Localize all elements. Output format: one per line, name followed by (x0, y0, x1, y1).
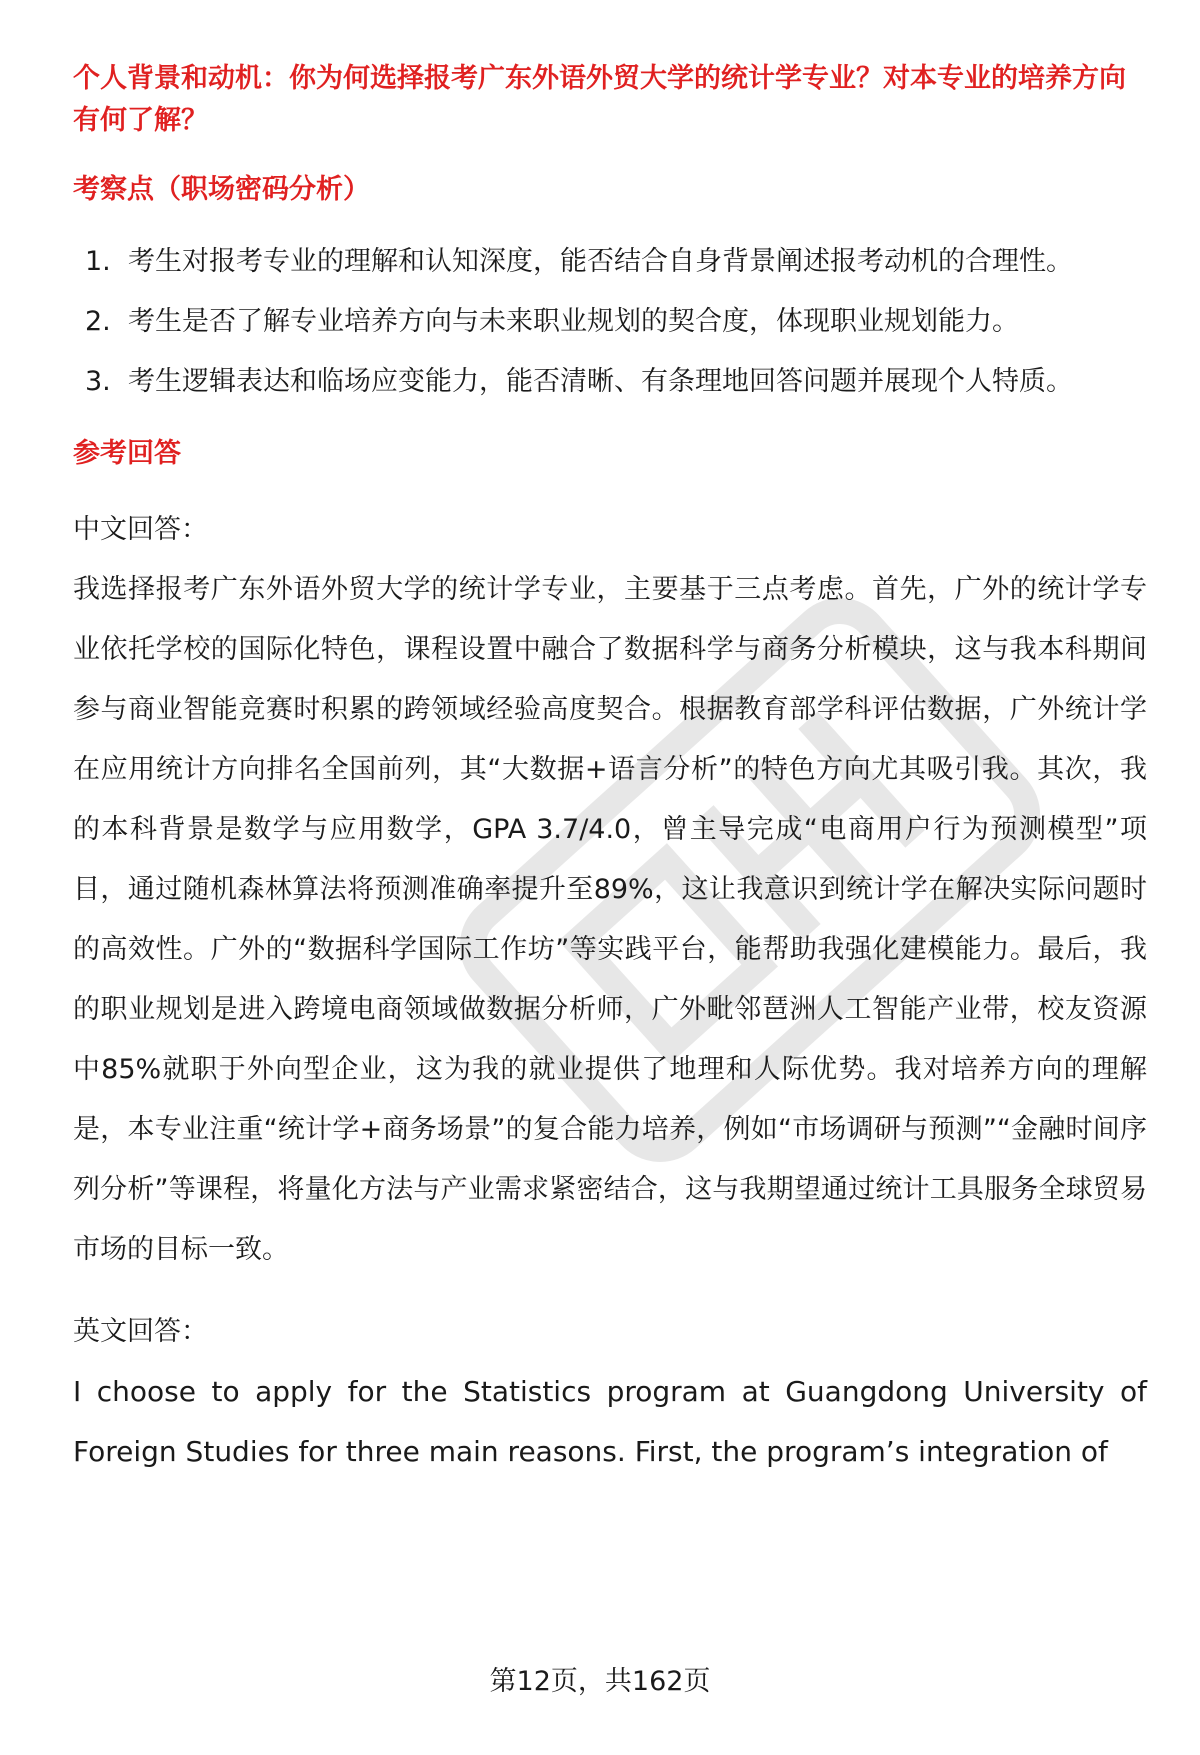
list-text: 考生逻辑表达和临场应变能力，能否清晰、有条理地回答问题并展现个人特质。 (128, 366, 1073, 397)
list-number: 2. (85, 306, 111, 337)
page-number-footer: 第12页，共162页 (489, 1666, 711, 1697)
list-item (73, 352, 1147, 412)
assessment-points-list (73, 232, 1147, 412)
answer-heading: 参考回答 (73, 438, 181, 469)
list-item (73, 232, 1147, 292)
english-answer-label: 英文回答： (73, 1316, 208, 1347)
list-text: 考生是否了解专业培养方向与未来职业规划的契合度，体现职业规划能力。 (128, 306, 1019, 337)
chinese-answer-label: 中文回答： (73, 514, 208, 545)
document-page (73, 58, 1147, 1482)
chinese-answer-text: 我选择报考广东外语外贸大学的统计学专业，主要基于三点考虑。首先，广外的统计学专业依托学校的国际化特色，课程设置中融合了数据科学与商务分析模块，这与我本科期间参与商业智能竞赛时积累的跨领域经验高度契合。根据教育部学科评估数据，广外统计学在应用统计方向排名全国前列，其“大数据+语言分析”的特色方向尤其吸引我。其次，我的本科背景是数学与应用数学，GPA 3.7/4.0，曾主导完成“电商用户行为预测模型”项目，通过随机森林算法将预测准确率提升至89%，这让我意识到统计学在解决实际问题时的高效性。广外的“数据科学国际工作坊”等实践平台，能帮助我强化建模能力。最后，我的职业规划是进入跨境电商领域做数据分析师，广外毗邻琶洲人工智能产业带，校友资源中85%就职于外向型企业，这为我的就业提供了地理和人际优势。我对培养方向的理解是，本专业注重“统计学+商务场景”的复合能力培养，例如“市场调研与预测”“金融时间序列分析”等课程，将量化方法与产业需求紧密结合，这与我期望通过统计工具服务全球贸易市场的目标一致。 (73, 574, 1147, 1265)
list-text: 考生对报考专业的理解和认知深度，能否结合自身背景阐述报考动机的合理性。 (128, 246, 1073, 277)
question-title: 个人背景和动机：你为何选择报考广东外语外贸大学的统计学专业？对本专业的培养方向有何了解？ (73, 63, 1126, 136)
list-item (73, 292, 1147, 352)
points-heading: 考察点（职场密码分析） (73, 174, 370, 205)
list-number: 3. (85, 366, 111, 397)
english-answer-text: I choose to apply for the Statistics program at Guangdong University of Foreign Studies for three main reasons. First, the program’s integration of (73, 1375, 1147, 1468)
list-number: 1. (85, 246, 111, 277)
